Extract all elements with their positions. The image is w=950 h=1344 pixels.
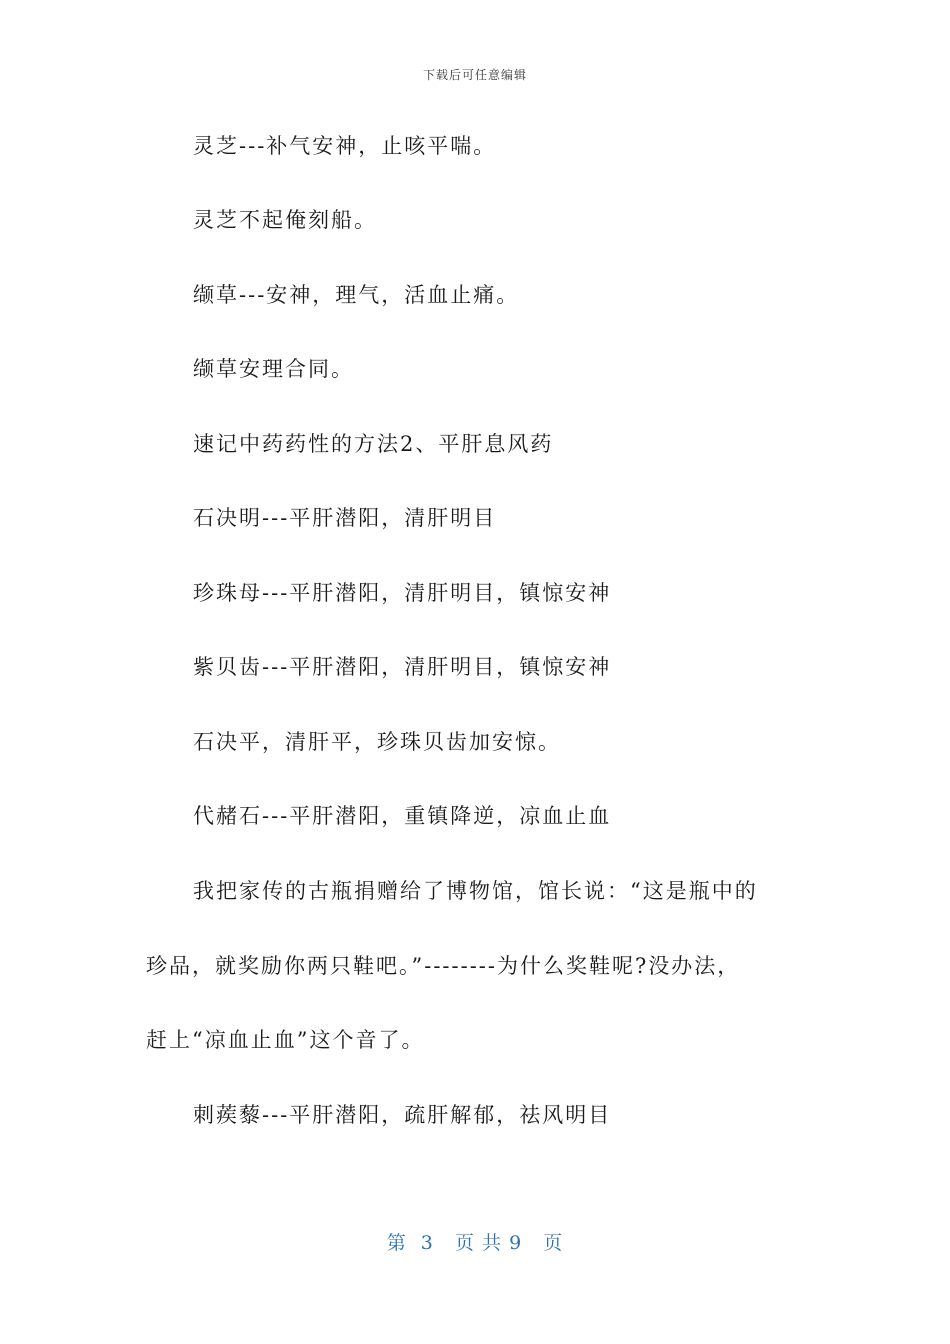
paragraph-line: 我把家传的古瓶捐赠给了博物馆，馆长说：“这是瓶中的: [193, 879, 758, 903]
section-heading: 速记中药药性的方法2、平肝息风药: [193, 432, 554, 456]
page-header: 下载后可任意编辑: [422, 68, 527, 82]
text-line: 紫贝齿---平肝潜阳，清肝明目，镇惊安神: [193, 655, 612, 679]
page-footer: 第 3 页 共 9 页: [386, 1232, 564, 1254]
paragraph-line: 赶上“凉血止血”这个音了。: [146, 1028, 425, 1052]
text-line: 代赭石---平肝潜阳，重镇降逆，凉血止血: [193, 804, 612, 828]
text-line: 石决平，清肝平，珍珠贝齿加安惊。: [193, 730, 561, 754]
text-line: 灵芝不起俺刻船。: [193, 208, 377, 232]
text-line: 缬草---安神，理气，活血止痛。: [193, 283, 520, 307]
paragraph-line: 珍品，就奖励你两只鞋吧。”--------为什么奖鞋呢?没办法，: [146, 954, 741, 978]
text-line: 刺蒺藜---平肝潜阳，疏肝解郁，祛风明目: [193, 1103, 612, 1127]
text-line: 缬草安理合同。: [193, 357, 354, 381]
text-line: 石决明---平肝潜阳，清肝明目: [193, 506, 497, 530]
text-line: 灵芝---补气安神，止咳平喘。: [193, 134, 497, 158]
text-line: 珍珠母---平肝潜阳，清肝明目，镇惊安神: [193, 581, 612, 605]
